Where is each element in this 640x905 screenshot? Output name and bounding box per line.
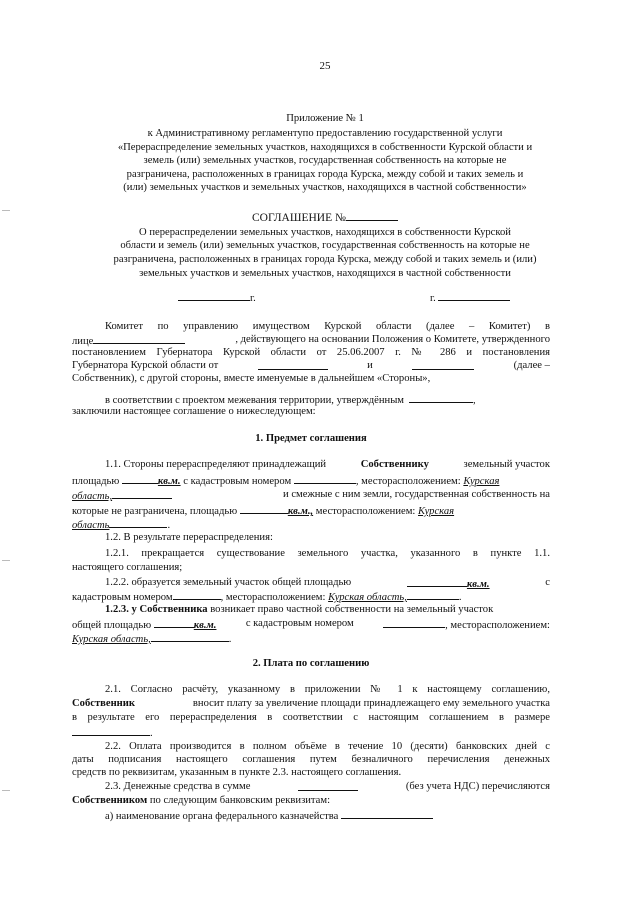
clause-1-2-1: настоящего соглашения;	[72, 562, 183, 573]
clause-2-2: средств по реквизитам, указанным в пункте 2.3. настоящего соглашения.	[72, 767, 402, 778]
scan-margin-mark	[2, 790, 10, 791]
preamble-line: Комитет по управлению имуществом Курской области (далее – Комитет) в	[105, 321, 550, 332]
preamble-line: постановлением Губернатора Курской области от 25.06.2007 г. № 286 и постановления	[72, 347, 550, 358]
clause-2-2: 2.2. Оплата производится в полном объёме в течение 10 (десяти) банковских дней с	[105, 741, 550, 752]
annex-line: земель (или) земельных участков, государственная собственность на которые не	[143, 155, 507, 166]
agreement-subtitle: земельных участков и земельных участков, находящихся в частной собственности	[139, 268, 511, 279]
scan-margin-mark	[2, 560, 10, 561]
page-number: 25	[319, 60, 331, 72]
clause-1-2-2: кадастровым номером , месторасположением: Курская область, .	[72, 589, 462, 604]
preamble-line: Собственник), с другой стороны, вместе именуемые в дальнейшем «Стороны»,	[72, 373, 431, 384]
clause-2-3: Собственником по следующим банковским реквизитам:	[72, 795, 331, 806]
clause-1-1: 1.1. Стороны перераспределяют принадлежащий Собственнику земельный участок	[105, 459, 550, 470]
clause-1-1: которые не разграничена, площадью кв.м., месторасположением: Курская	[72, 503, 454, 518]
clause-2-3: 2.3. Денежные средства в сумме (без учета НДС) перечисляются	[105, 781, 550, 792]
clause-1-2-3: Курская область, .	[72, 631, 231, 646]
clause-2-3-a: а) наименование органа федерального казначейства	[105, 808, 433, 823]
clause-1-1: область, и смежные с ним земли, государственная собственность на	[72, 489, 550, 502]
agreement-date: г.	[430, 290, 510, 305]
annex-line: (или) земельных участков и земельных участков, находящихся в частной собственности»	[123, 182, 527, 193]
section-heading: 1. Предмет соглашения	[255, 433, 367, 444]
clause-2-1: в результате его перераспределения в соответствии с настоящим соглашением в размере	[72, 712, 550, 723]
clause-2-1: 2.1. Согласно расчёту, указанному в приложении № 1 к настоящему соглашению,	[105, 684, 550, 695]
section-heading: 2. Плата по соглашению	[252, 658, 370, 669]
clause-2-1: .	[72, 725, 153, 740]
clause-1-2-1: 1.2.1. прекращается существование земельного участка, указанного в пункте 1.1.	[105, 548, 550, 559]
preamble-line: лице , действующего на основании Положения о Комитете, утвержденного	[72, 334, 550, 347]
clause-1-2-3: 1.2.3. у Собственника возникает право частной собственности на земельный участок	[105, 604, 494, 615]
clause-1-2-2: 1.2.2. образуется земельный участок общей площадью кв.м. с	[105, 577, 550, 590]
annex-line: «Перераспределение земельных участков, находящихся в собственности Курской области и	[117, 142, 533, 153]
agreement-place: г.	[178, 290, 256, 305]
agreement-subtitle: разграничена, расположенных в границах города Курска, между собой и таких земель и (или)	[113, 254, 537, 265]
preamble-line: в соответствии с проектом межевания территории, утверждённым ,	[105, 392, 476, 407]
annex-title: Приложение № 1	[286, 113, 364, 124]
clause-1-2-3: общей площадью кв.м. с кадастровым номером , месторасположением:	[72, 618, 550, 631]
clause-2-2: даты подписания настоящего соглашения путем безналичного перечисления денежных	[72, 754, 550, 765]
annex-line: разграничена, расположенных в границах города Курска, между собой и таких земель и	[126, 169, 524, 180]
preamble-line: заключили настоящее соглашение о нижеследующем:	[72, 406, 316, 417]
scan-margin-mark	[2, 210, 10, 211]
annex-line: к Административному регламентупо предоставлению государственной услуги	[147, 128, 503, 139]
agreement-title: СОГЛАШЕНИЕ №	[80, 210, 570, 225]
agreement-subtitle: О перераспределении земельных участков, находящихся в собственности Курской	[139, 227, 511, 238]
preamble-line: Губернатора Курской области от и (далее –	[72, 360, 550, 371]
agreement-subtitle: области и земель (или) земельных участков, государственная собственность на которые не	[120, 240, 530, 251]
clause-2-1: Собственник вносит плату за увеличение площади принадлежащего ему земельного участка	[72, 698, 550, 709]
clause-1-1: область .	[72, 517, 170, 532]
clause-1-1: площадью кв.м. с кадастровым номером , месторасположением: Курская	[72, 473, 499, 488]
clause-1-2: 1.2. В результате перераспределения:	[105, 532, 273, 543]
